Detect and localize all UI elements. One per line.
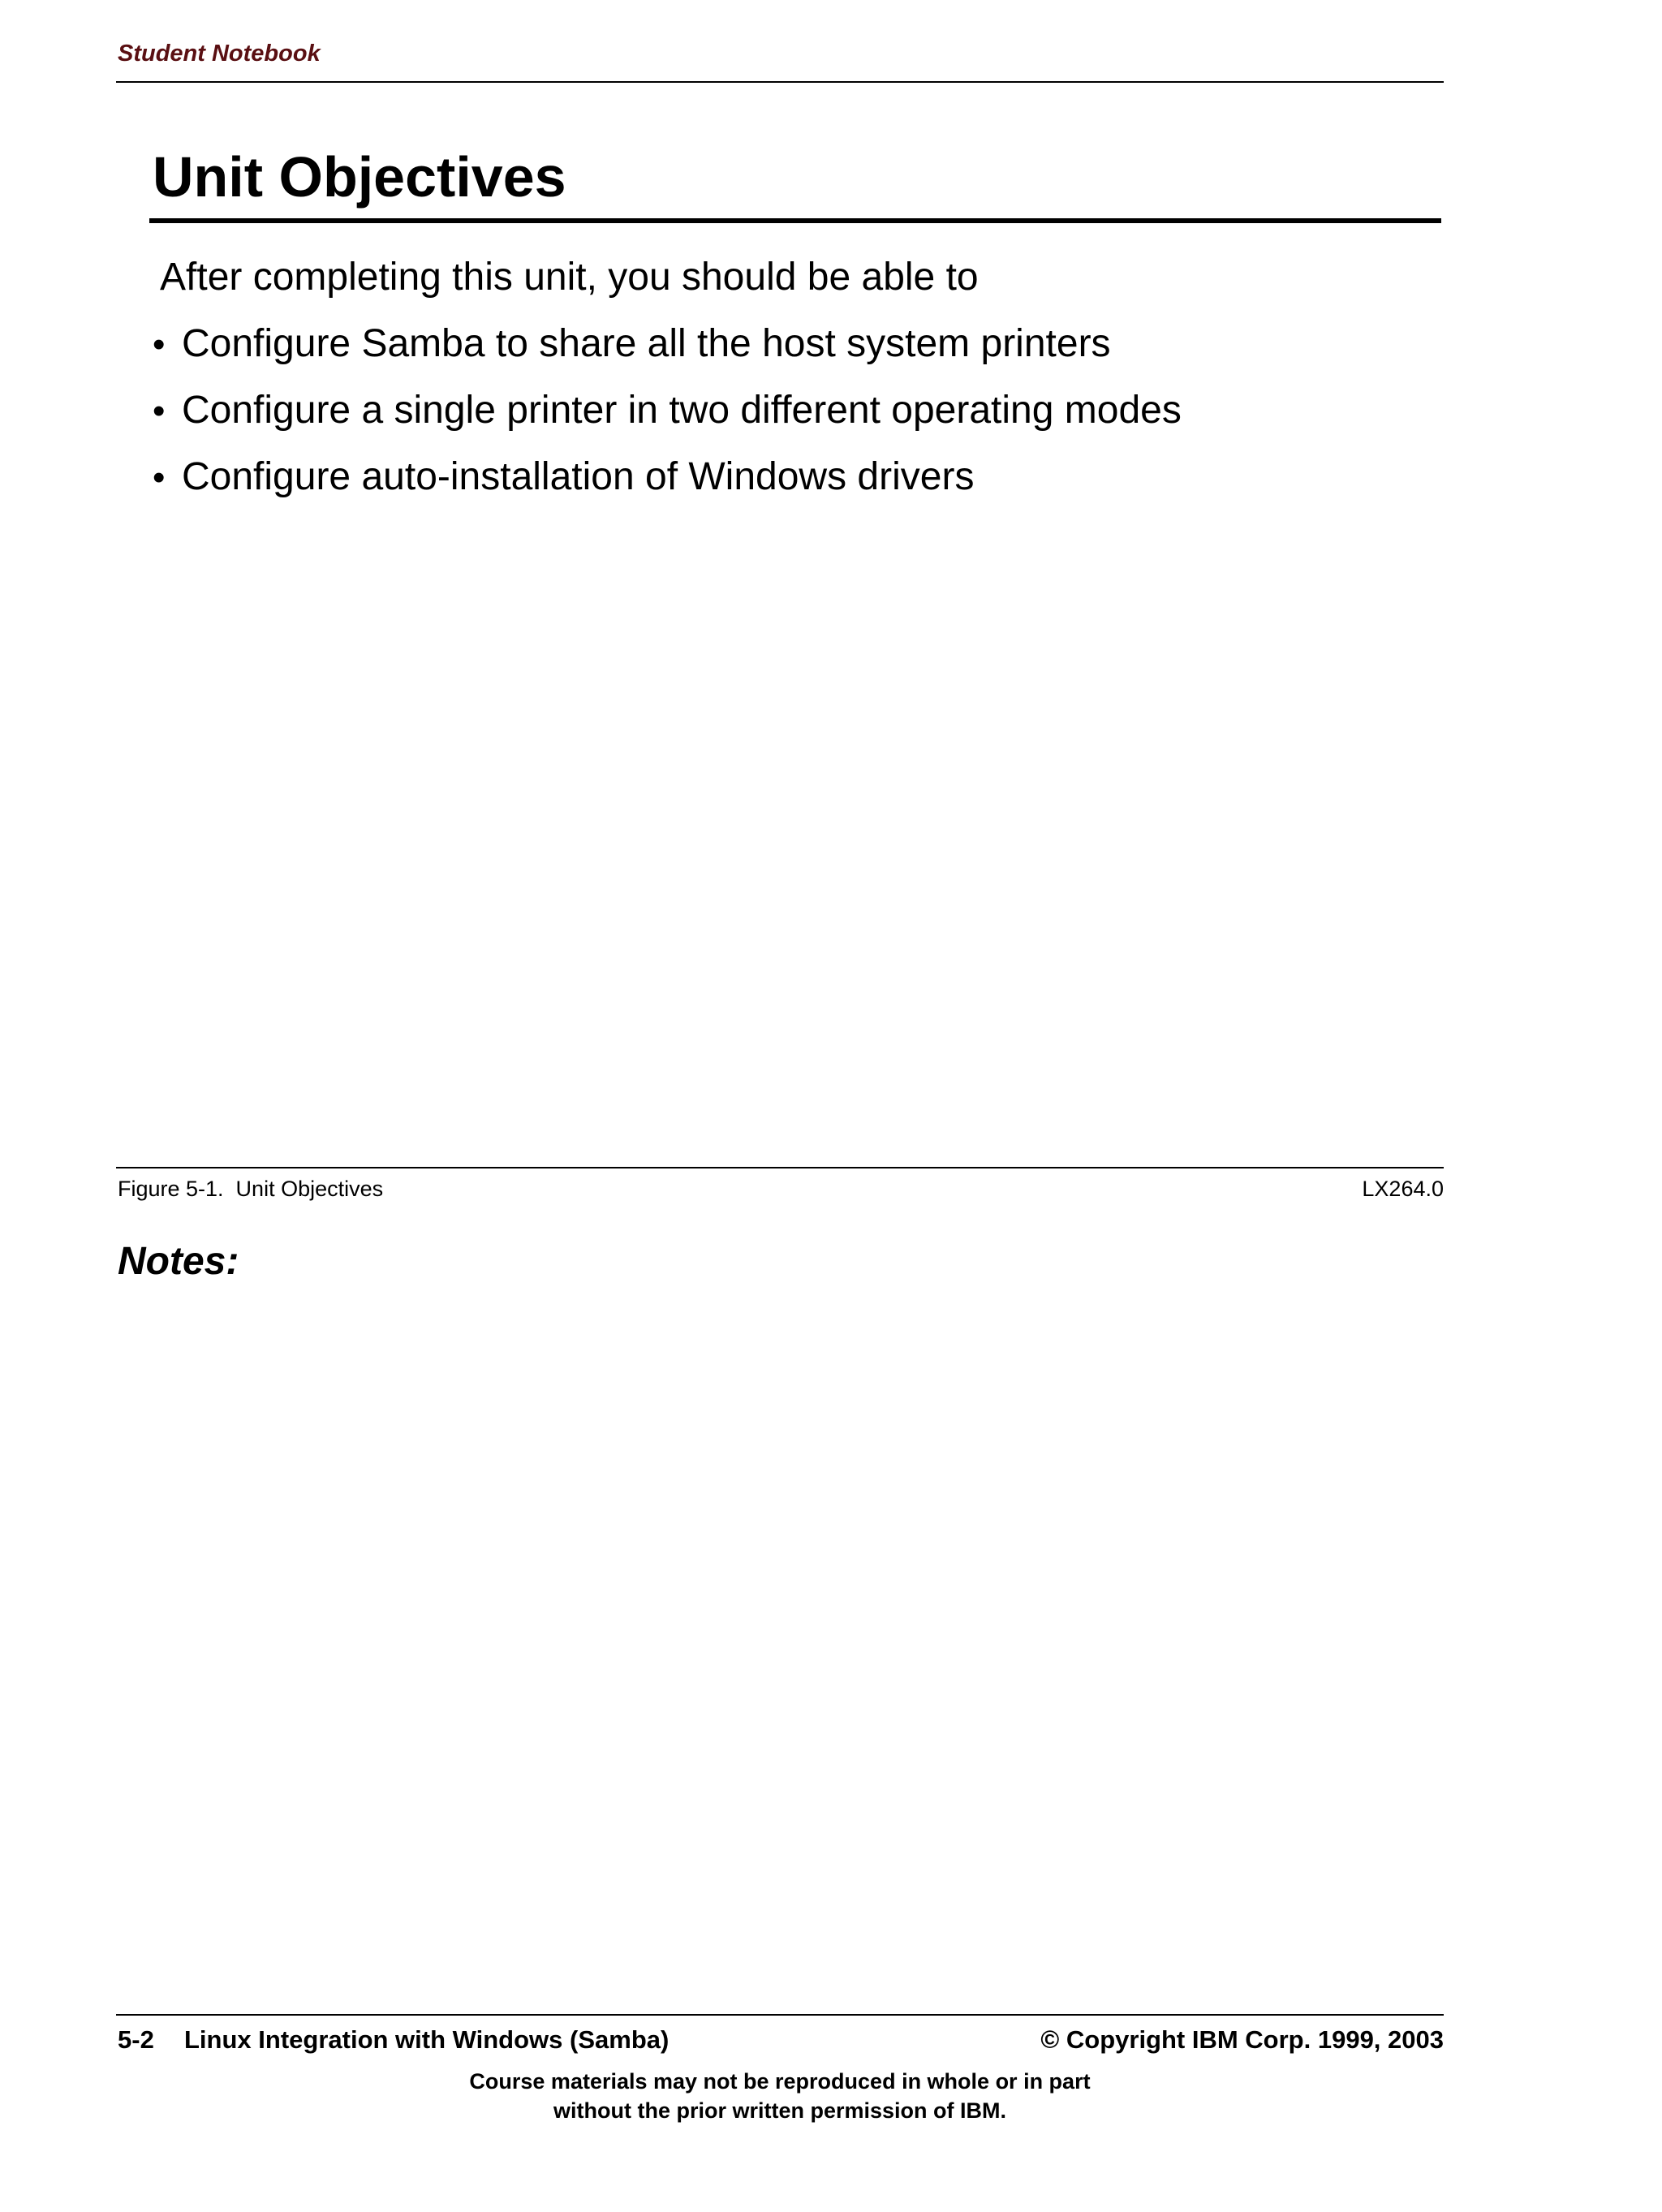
objectives-intro: After completing this unit, you should be able to [160,256,979,299]
notes-heading: Notes: [118,1240,239,1283]
bullet-icon: • [153,325,166,364]
objectives-list [153,322,1182,524]
figure-caption: Figure 5-1. Unit Objectives [118,1177,384,1201]
slide-title: Unit Objectives [153,145,566,209]
objective-item [153,391,1182,458]
objective-text: Configure auto-installation of Windows drivers [182,455,975,498]
objective-item [153,322,1182,391]
legal-line: Course materials may not be reproduced in whole or in part [469,2069,1091,2094]
slide-title-underline [149,218,1441,223]
header-divider [116,81,1444,83]
objective-text: Configure a single printer in two different operating modes [182,389,1182,432]
objective-text: Configure Samba to share all the host system printers [182,322,1111,365]
legal-line: without the prior written permission of IBM. [553,2098,1006,2123]
footer-left [118,2025,669,2055]
objective-item [153,455,1182,524]
page-number: 5-2 [118,2025,154,2054]
legal-notice [116,2067,1444,2125]
footer-divider [116,2014,1444,2016]
running-header: Student Notebook [118,41,321,67]
figure-code: LX264.0 [1362,1177,1444,1201]
copyright-notice: © Copyright IBM Corp. 1999, 2003 [1040,2025,1444,2054]
bullet-icon: • [153,391,166,431]
bullet-icon: • [153,458,166,497]
course-title: Linux Integration with Windows (Samba) [184,2025,670,2054]
figure-divider [116,1167,1444,1168]
